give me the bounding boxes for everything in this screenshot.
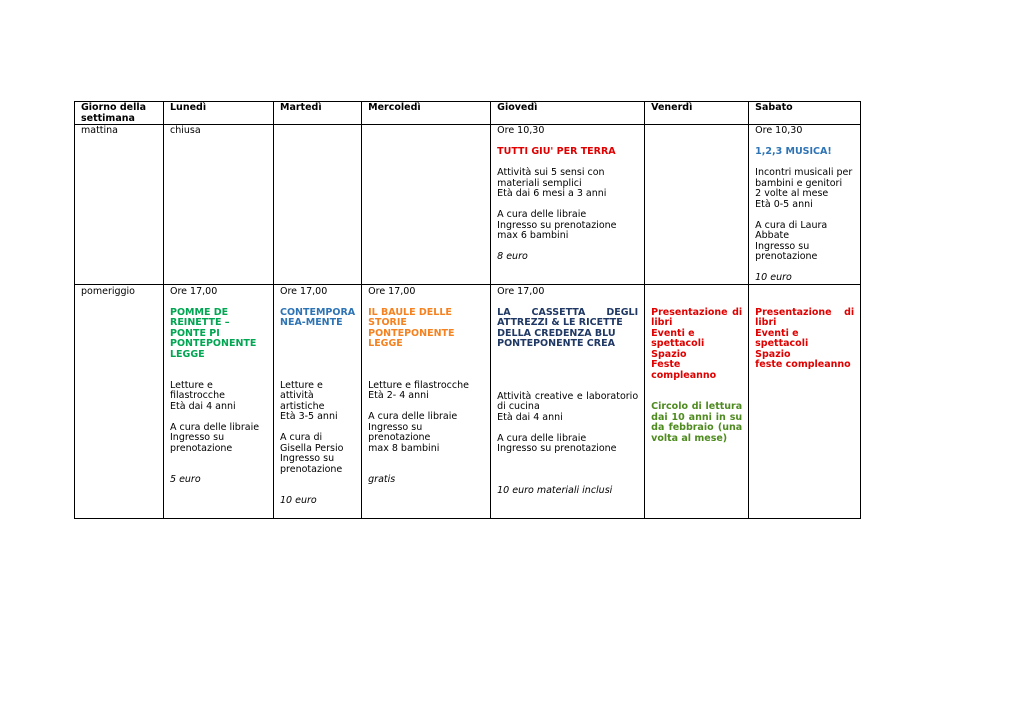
label-mattina: mattina (75, 125, 164, 285)
age-range: Età dai 4 anni (497, 411, 563, 423)
header-martedi: Martedì (274, 102, 362, 125)
event-title-line2: DELLA CREDENZA BLU (497, 327, 616, 339)
event-title: IL BAULE DELLE STORIE PONTEPONENTE LEGGE (368, 306, 455, 349)
row-pomeriggio (75, 284, 861, 518)
cell-pomeriggio-lunedi (164, 284, 274, 518)
event-line-spazio: Spazio (651, 348, 687, 360)
age-range: Età dai 4 anni (170, 400, 236, 412)
time: Ore 10,30 (755, 125, 803, 136)
price: 8 euro (497, 251, 528, 262)
age-range: Età 0-5 anni (755, 198, 813, 210)
event-line-presentazioni: Presentazione di libri (651, 306, 743, 328)
organizer: A cura delle libraie (170, 421, 260, 433)
price: 10 euro (755, 272, 792, 283)
cell-pomeriggio-giovedi (491, 284, 645, 518)
organizer: A cura di Laura Abbate (755, 219, 828, 241)
organizer: A cura di Gisella Persio (280, 432, 344, 454)
cell-pomeriggio-martedi (274, 284, 362, 518)
event-line-eventi: Eventi e spettacoli (755, 327, 809, 349)
booking-note: Ingresso su prenotazione (755, 240, 818, 262)
organizer: A cura delle libraie (497, 432, 587, 444)
header-day: Giorno della settimana (75, 102, 164, 125)
price: 10 euro (280, 495, 317, 506)
booking-note: Ingresso su prenotazione (280, 453, 343, 475)
event-circolo-lettura: Circolo di lettura dai 10 anni in su da febbraio (una volta al mese) (651, 401, 743, 444)
time: Ore 17,00 (280, 285, 328, 297)
cell-mattina-mercoledi (362, 125, 491, 285)
age-range: Età 3-5 anni (280, 411, 338, 422)
event-line-feste: feste compleanno (755, 359, 851, 370)
time: Ore 17,00 (497, 285, 545, 297)
booking-note: Ingresso su prenotazione (170, 432, 233, 454)
header-row (75, 102, 861, 125)
schedule-table (74, 101, 861, 519)
event-subtitle: PONTEPONENTE CREA (497, 338, 615, 349)
cell-mattina-sabato (749, 125, 861, 285)
cell-mattina-lunedi: chiusa (164, 125, 274, 285)
description: Letture e attività artistiche (280, 379, 325, 412)
age-range: Età 2- 4 anni (368, 390, 429, 401)
time: Ore 17,00 (368, 285, 416, 297)
event-line-eventi: Eventi e spettacoli (651, 327, 705, 349)
organizer: A cura delle libraie (497, 209, 587, 220)
organizer: A cura delle libraie (368, 411, 458, 422)
header-sabato: Sabato (749, 102, 861, 125)
age-range: Età dai 6 mesi a 3 anni (497, 188, 607, 199)
frequency: 2 volte al mese (755, 188, 829, 199)
cell-mattina-martedi (274, 125, 362, 285)
capacity-note: max 8 bambini (368, 442, 440, 454)
event-line-spazio: Spazio (755, 348, 791, 360)
description: Letture e filastrocche (170, 379, 225, 401)
booking-note: Ingresso su prenotazione (368, 421, 431, 443)
description: Incontri musicali per bambini e genitori (755, 167, 853, 189)
header-venerdi: Venerdì (645, 102, 749, 125)
description: Attività sui 5 sensi con materiali semplici (497, 167, 605, 189)
time: Ore 17,00 (170, 285, 218, 297)
price: 5 euro (170, 474, 201, 485)
event-title: 1,2,3 MUSICA! (755, 146, 832, 157)
header-giovedi: Giovedì (491, 102, 645, 125)
event-title: LA CASSETTA DEGLI ATTREZZI & LE RICETTE (497, 306, 639, 328)
event-title: POMME DE REINETTE – PONTE PI PONTEPONENTE LEGGE (170, 306, 257, 360)
cell-pomeriggio-sabato (749, 284, 861, 518)
description: Letture e filastrocche (368, 379, 469, 391)
cell-pomeriggio-venerdi (645, 284, 749, 518)
event-title: CONTEMPORA NEA-MENTE (280, 306, 356, 328)
header-lunedi: Lunedì (164, 102, 274, 125)
time: Ore 10,30 (497, 125, 545, 136)
cell-mattina-venerdi (645, 125, 749, 285)
event-line-presentazioni: Presentazione di libri (755, 306, 855, 328)
booking-note: Ingresso su prenotazione (497, 443, 617, 454)
cell-pomeriggio-mercoledi (362, 284, 491, 518)
capacity-note: max 6 bambini (497, 230, 569, 241)
cell-mattina-giovedi (491, 125, 645, 285)
price: 10 euro materiali inclusi (497, 485, 613, 496)
row-mattina (75, 125, 861, 285)
label-pomeriggio: pomeriggio (75, 284, 164, 518)
description: Attività creative e laboratorio di cucina (497, 390, 639, 412)
price: gratis (368, 474, 396, 485)
event-line-feste: Feste compleanno (651, 359, 717, 381)
booking-note: Ingresso su prenotazione (497, 219, 617, 231)
header-mercoledi: Mercoledì (362, 102, 491, 125)
event-title: TUTTI GIU' PER TERRA (497, 146, 616, 157)
